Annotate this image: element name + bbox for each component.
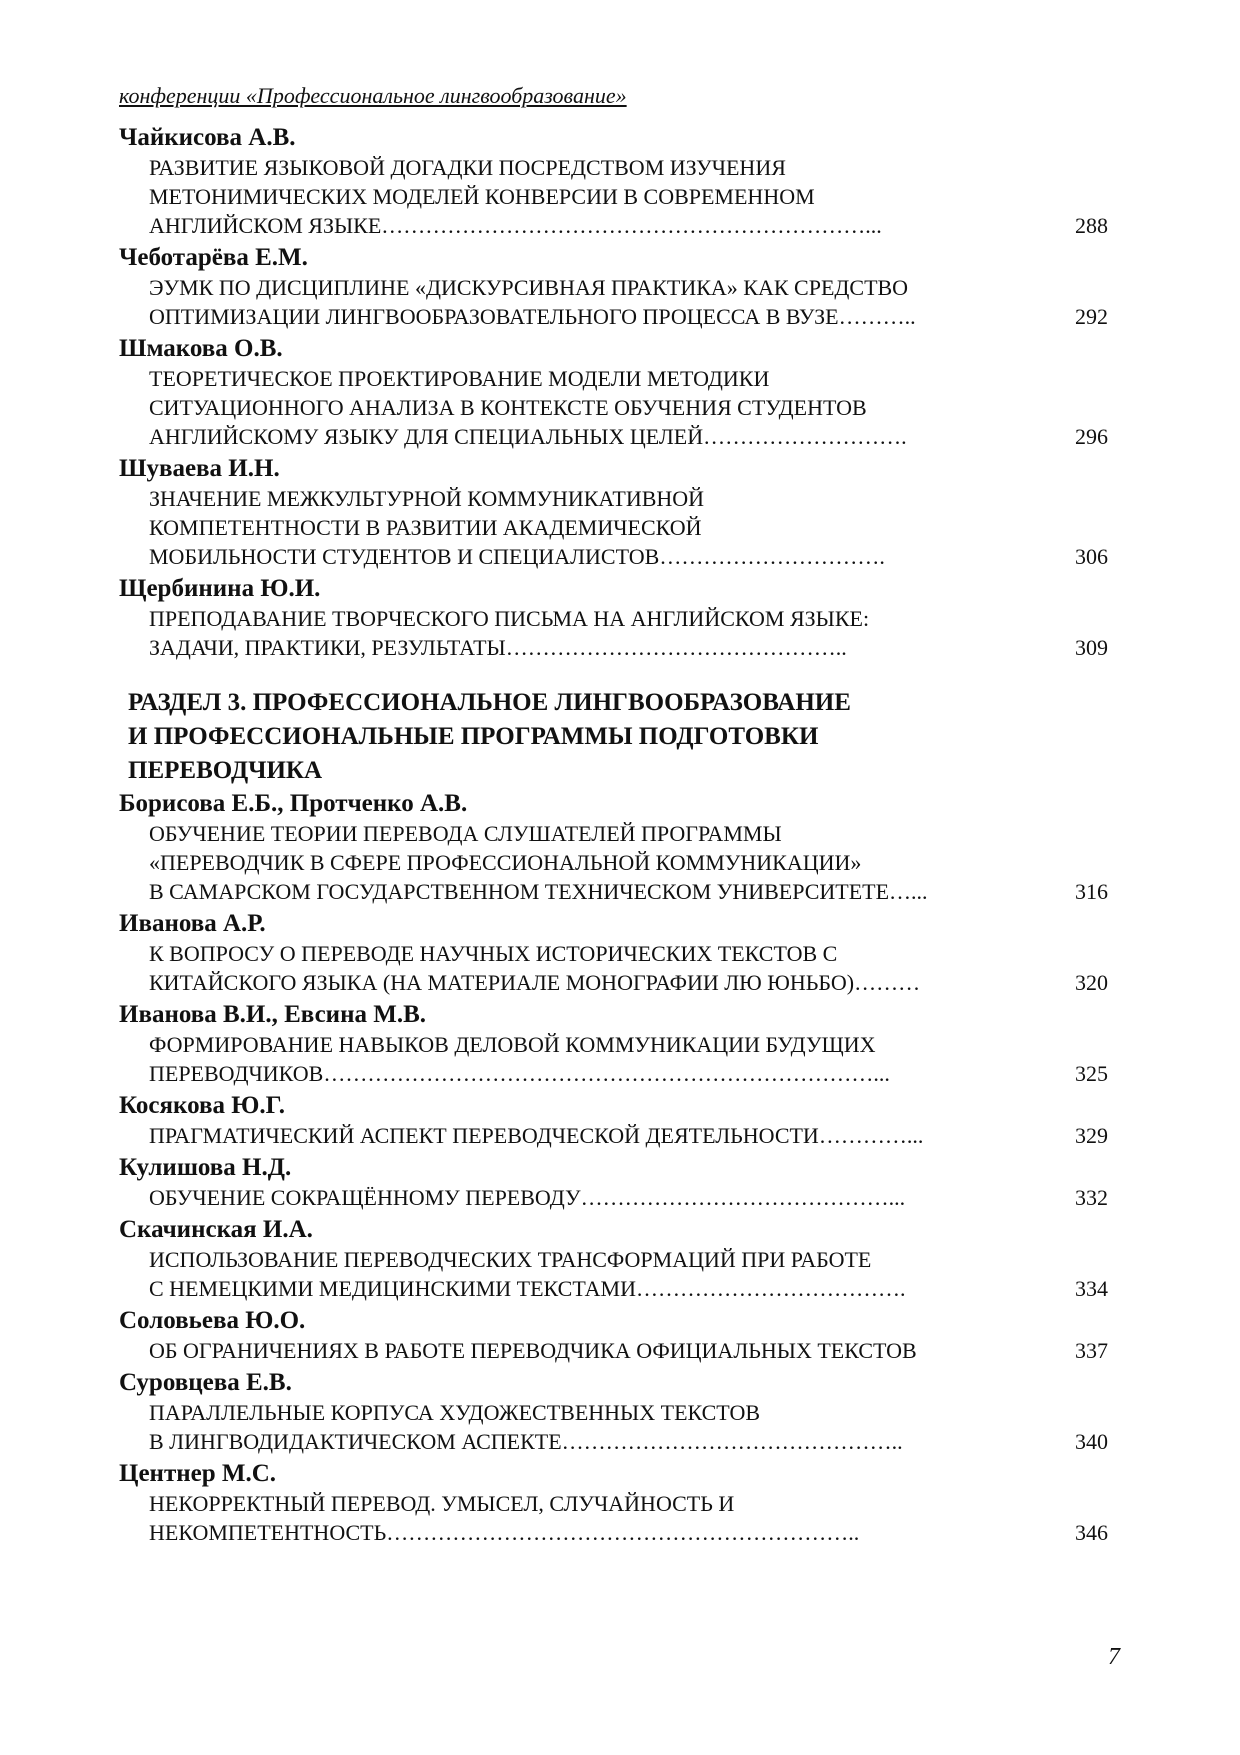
entry-title-text: В ЛИНГВОДИДАКТИЧЕСКОМ АСПЕКТЕ……………………………………….. (149, 1429, 903, 1454)
entry-title-text: НЕКОРРЕКТНЫЙ ПЕРЕВОД. УМЫСЕЛ, СЛУЧАЙНОСТЬ И (149, 1491, 735, 1516)
entry-author: Косякова Ю.Г. (119, 1092, 285, 1119)
toc-entry (119, 573, 1119, 662)
entry-title-line (149, 273, 1119, 302)
entry-title-line (149, 1489, 1119, 1518)
section-heading-line: И ПРОФЕССИОНАЛЬНЫЕ ПРОГРАММЫ ПОДГОТОВКИ (128, 723, 819, 750)
entry-title-text: МОБИЛЬНОСТИ СТУДЕНТОВ И СПЕЦИАЛИСТОВ…………………………. (149, 544, 885, 569)
entry-title-text: МЕТОНИМИЧЕСКИХ МОДЕЛЕЙ КОНВЕРСИИ В СОВРЕМЕННОМ (149, 184, 815, 209)
entry-title-line (149, 1427, 1119, 1456)
entry-page-number: 325 (1075, 1061, 1108, 1086)
entry-author: Соловьева Ю.О. (119, 1307, 306, 1334)
entry-title-text: КИТАЙСКОГО ЯЗЫКА (НА МАТЕРИАЛЕ МОНОГРАФИИ ЛЮ ЮНЬБО)……… (149, 970, 921, 995)
entry-title-text: К ВОПРОСУ О ПЕРЕВОДЕ НАУЧНЫХ ИСТОРИЧЕСКИХ ТЕКСТОВ С (149, 941, 838, 966)
entry-title-text: ОБ ОГРАНИЧЕНИЯХ В РАБОТЕ ПЕРЕВОДЧИКА ОФИЦИАЛЬНЫХ ТЕКСТОВ (149, 1338, 917, 1363)
entry-title-text: В САМАРСКОМ ГОСУДАРСТВЕННОМ ТЕХНИЧЕСКОМ УНИВЕРСИТЕТЕ…... (149, 879, 928, 904)
entry-title-line (149, 877, 1119, 906)
entry-title-line (149, 1336, 1119, 1365)
entry-title-text: АНГЛИЙСКОМУ ЯЗЫКУ ДЛЯ СПЕЦИАЛЬНЫХ ЦЕЛЕЙ………………………. (149, 424, 907, 449)
entry-page-number: 292 (1075, 304, 1108, 329)
entry-author: Чеботарёва Е.М. (119, 244, 308, 271)
entry-title-text: ФОРМИРОВАНИЕ НАВЫКОВ ДЕЛОВОЙ КОММУНИКАЦИИ БУДУЩИХ (149, 1032, 876, 1057)
entry-title-line (149, 513, 1119, 542)
toc-entry (119, 1305, 1119, 1365)
page-number: 7 (1108, 1644, 1120, 1670)
running-header: конференции «Профессиональное лингвообразование» (119, 83, 627, 108)
toc-entry (119, 1367, 1119, 1456)
entry-title-line (149, 633, 1119, 662)
entry-page-number: 306 (1075, 544, 1108, 569)
entry-title-text: ПАРАЛЛЕЛЬНЫЕ КОРПУСА ХУДОЖЕСТВЕННЫХ ТЕКСТОВ (149, 1400, 761, 1425)
entry-title-line (149, 1274, 1119, 1303)
entry-title-line (149, 364, 1119, 393)
entry-title-text: РАЗВИТИЕ ЯЗЫКОВОЙ ДОГАДКИ ПОСРЕДСТВОМ ИЗУЧЕНИЯ (149, 155, 786, 180)
entry-title-line (149, 153, 1119, 182)
entry-title-text: ОБУЧЕНИЕ СОКРАЩЁННОМУ ПЕРЕВОДУ……………………………………... (149, 1185, 906, 1210)
entry-author: Чайкисова А.В. (119, 124, 296, 151)
toc-entry (119, 333, 1119, 451)
entry-author: Центнер М.С. (119, 1460, 277, 1487)
toc-entry (119, 242, 1119, 331)
entry-title-text: НЕКОМПЕТЕНТНОСТЬ……………………………………………………….. (149, 1520, 860, 1545)
entry-title-text: ЗАДАЧИ, ПРАКТИКИ, РЕЗУЛЬТАТЫ……………………………………….. (149, 635, 847, 660)
entry-title-line (149, 1121, 1119, 1150)
entry-title-text: СИТУАЦИОННОГО АНАЛИЗА В КОНТЕКСТЕ ОБУЧЕНИЯ СТУДЕНТОВ (149, 395, 867, 420)
toc-group-section-2-end (119, 122, 1119, 662)
entry-title-line (149, 1183, 1119, 1212)
entry-page-number: 316 (1075, 879, 1108, 904)
entry-page-number: 337 (1075, 1338, 1108, 1363)
toc-entry (119, 1152, 1119, 1212)
toc-entry (119, 1458, 1119, 1547)
entry-title-line (149, 211, 1119, 240)
entry-author: Шуваева И.Н. (119, 455, 280, 482)
entry-title-line (149, 1030, 1119, 1059)
entry-title-text: АНГЛИЙСКОМ ЯЗЫКЕ…………………………………………………………... (149, 213, 882, 238)
entry-author: Иванова А.Р. (119, 910, 266, 937)
entry-page-number: 288 (1075, 213, 1108, 238)
entry-title-text: ЗНАЧЕНИЕ МЕЖКУЛЬТУРНОЙ КОММУНИКАТИВНОЙ (149, 486, 705, 511)
entry-author: Кулишова Н.Д. (119, 1154, 292, 1181)
entry-title-line (149, 1059, 1119, 1088)
entry-title-line (149, 1398, 1119, 1427)
entry-title-text: ТЕОРЕТИЧЕСКОЕ ПРОЕКТИРОВАНИЕ МОДЕЛИ МЕТОДИКИ (149, 366, 770, 391)
section-heading-line: ПЕРЕВОДЧИКА (128, 757, 323, 784)
toc-entry (119, 453, 1119, 571)
entry-page-number: 332 (1075, 1185, 1108, 1210)
toc-entry (119, 788, 1119, 906)
entry-title-line (149, 848, 1119, 877)
entry-page-number: 309 (1075, 635, 1108, 660)
section-3-heading (128, 686, 1119, 788)
entry-author: Скачинская И.А. (119, 1216, 313, 1243)
toc-entry (119, 999, 1119, 1088)
entry-title-text: С НЕМЕЦКИМИ МЕДИЦИНСКИМИ ТЕКСТАМИ………………………………. (149, 1276, 906, 1301)
entry-page-number: 296 (1075, 424, 1108, 449)
entry-author: Суровцева Е.В. (119, 1369, 292, 1396)
entry-page-number: 346 (1075, 1520, 1108, 1545)
entry-title-line (149, 819, 1119, 848)
entry-title-text: ПРАГМАТИЧЕСКИЙ АСПЕКТ ПЕРЕВОДЧЕСКОЙ ДЕЯТЕЛЬНОСТИ…………... (149, 1123, 924, 1148)
toc-entry (119, 1090, 1119, 1150)
entry-page-number: 340 (1075, 1429, 1108, 1454)
entry-title-line (149, 1518, 1119, 1547)
toc-entry (119, 908, 1119, 997)
entry-page-number: 320 (1075, 970, 1108, 995)
entry-title-line (149, 604, 1119, 633)
entry-title-line (149, 422, 1119, 451)
entry-title-line (149, 542, 1119, 571)
entry-title-text: ИСПОЛЬЗОВАНИЕ ПЕРЕВОДЧЕСКИХ ТРАНСФОРМАЦИЙ ПРИ РАБОТЕ (149, 1247, 872, 1272)
entry-page-number: 329 (1075, 1123, 1108, 1148)
entry-page-number: 334 (1075, 1276, 1108, 1301)
entry-title-line (149, 302, 1119, 331)
entry-title-text: ОБУЧЕНИЕ ТЕОРИИ ПЕРЕВОДА СЛУШАТЕЛЕЙ ПРОГРАММЫ (149, 821, 782, 846)
entry-author: Щербинина Ю.И. (119, 575, 321, 602)
entry-title-line (149, 939, 1119, 968)
section-heading-line: РАЗДЕЛ 3. ПРОФЕССИОНАЛЬНОЕ ЛИНГВООБРАЗОВАНИЕ (128, 689, 851, 716)
entry-title-text: ПРЕПОДАВАНИЕ ТВОРЧЕСКОГО ПИСЬМА НА АНГЛИЙСКОМ ЯЗЫКЕ: (149, 606, 870, 631)
entry-author: Борисова Е.Б., Протченко А.В. (119, 790, 468, 817)
toc-entry (119, 122, 1119, 240)
entry-title-text: ОПТИМИЗАЦИИ ЛИНГВООБРАЗОВАТЕЛЬНОГО ПРОЦЕССА В ВУЗЕ……….. (149, 304, 916, 329)
entry-title-line (149, 182, 1119, 211)
entry-author: Иванова В.И., Евсина М.В. (119, 1001, 427, 1028)
entry-title-text: КОМПЕТЕНТНОСТИ В РАЗВИТИИ АКАДЕМИЧЕСКОЙ (149, 515, 702, 540)
toc-group-section-3 (119, 788, 1119, 1547)
entry-title-line (149, 484, 1119, 513)
entry-title-text: ПЕРЕВОДЧИКОВ…………………………………………………………………... (149, 1061, 890, 1086)
entry-title-line (149, 968, 1119, 997)
table-of-contents (119, 122, 1119, 1549)
entry-title-line (149, 1245, 1119, 1274)
entry-title-line (149, 393, 1119, 422)
toc-entry (119, 1214, 1119, 1303)
entry-author: Шмакова О.В. (119, 335, 283, 362)
entry-title-text: «ПЕРЕВОДЧИК В СФЕРЕ ПРОФЕССИОНАЛЬНОЙ КОММУНИКАЦИИ» (149, 850, 862, 875)
entry-title-text: ЭУМК ПО ДИСЦИПЛИНЕ «ДИСКУРСИВНАЯ ПРАКТИКА» КАК СРЕДСТВО (149, 275, 909, 300)
